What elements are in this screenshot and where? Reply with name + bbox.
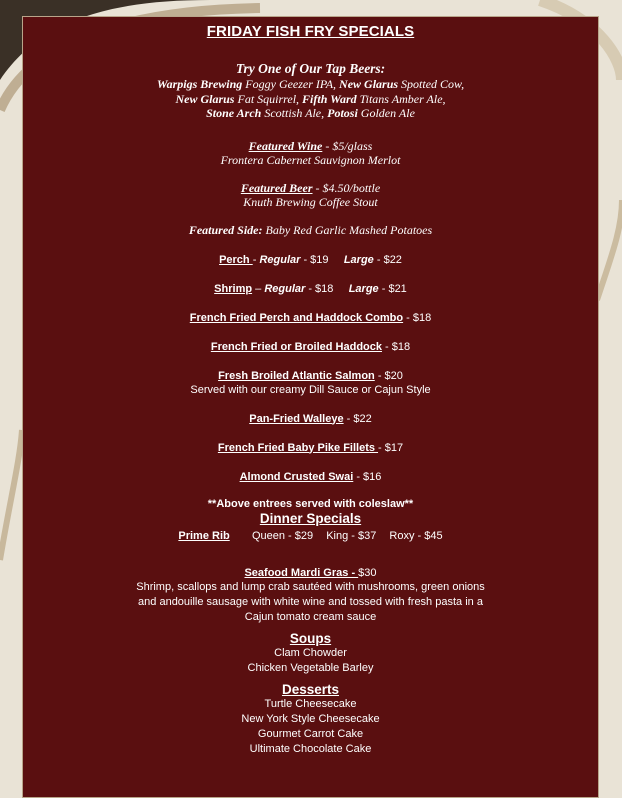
list-item: New York Style Cheesecake	[241, 712, 380, 725]
tap-beers-line-1: Warpigs Brewing Foggy Geezer IPA, New Glarus Spotted Cow,	[156, 77, 465, 91]
desserts-heading: Desserts	[281, 681, 340, 697]
page-title: FRIDAY FISH FRY SPECIALS	[206, 23, 415, 40]
list-item: Gourmet Carrot Cake	[257, 727, 364, 740]
featured-wine: Featured Wine - $5/glass Frontera Cabernet Sauvignon Merlot	[220, 138, 401, 167]
menu-item-pike: French Fried Baby Pike Fillets - $17	[217, 441, 404, 454]
desserts-list	[23, 697, 598, 757]
salmon-description: Served with our creamy Dill Sauce or Cajun Style	[190, 383, 431, 396]
featured-wine-label: Featured Wine	[248, 138, 323, 153]
menu-item-haddock: French Fried or Broiled Haddock - $18	[210, 340, 411, 353]
featured-beer-name: Knuth Brewing Coffee Stout	[243, 194, 378, 209]
menu-item-shrimp: Shrimp – Regular - $18 Large - $21	[214, 282, 407, 295]
featured-wine-name: Frontera Cabernet Sauvignon Merlot	[220, 152, 401, 167]
soups-list	[23, 646, 598, 676]
featured-beer: Featured Beer - $4.50/bottle Knuth Brewing Coffee Stout	[240, 180, 381, 209]
featured-side: Featured Side: Baby Red Garlic Mashed Potatoes	[188, 222, 433, 237]
menu-item-walleye: Pan-Fried Walleye - $22	[249, 412, 372, 425]
list-item: Turtle Cheesecake	[264, 697, 357, 710]
list-item: Ultimate Chocolate Cake	[249, 742, 372, 755]
menu-item-salmon: Fresh Broiled Atlantic Salmon - $20 Served with our creamy Dill Sauce or Cajun Style	[190, 369, 431, 396]
list-item: Chicken Vegetable Barley	[247, 661, 374, 674]
featured-beer-label: Featured Beer	[240, 180, 313, 195]
menu-item-seafood-mardi-gras: Seafood Mardi Gras - $30	[244, 566, 377, 579]
tap-beers-heading: Try One of Our Tap Beers:	[235, 61, 386, 76]
menu-card	[22, 16, 599, 798]
prime-rib-line: Prime Rib Queen - $29 King - $37 Roxy - $45	[178, 529, 443, 542]
soups-heading: Soups	[289, 630, 332, 646]
menu-item-perch: Perch - Regular - $19 Large - $22	[219, 253, 402, 266]
tap-beers-line-2: New Glarus Fat Squirrel, Fifth Ward Titans Amber Ale,	[175, 91, 446, 106]
coleslaw-note: **Above entrees served with coleslaw**	[207, 497, 414, 510]
dinner-specials-heading: Dinner Specials	[259, 510, 362, 526]
tap-beers-line-3: Stone Arch Scottish Ale, Potosi Golden Ale	[206, 106, 415, 120]
menu-item-swai: Almond Crusted Swai - $16	[239, 470, 382, 483]
menu-item-combo: French Fried Perch and Haddock Combo - $18	[189, 311, 432, 324]
list-item: Clam Chowder	[274, 646, 347, 659]
seafood-description: Shrimp, scallops and lump crab sautéed with mushrooms, green onions and andouille sausage with white wine and tossed with fresh pasta in a Cajun tomato cream sauce	[136, 580, 485, 623]
